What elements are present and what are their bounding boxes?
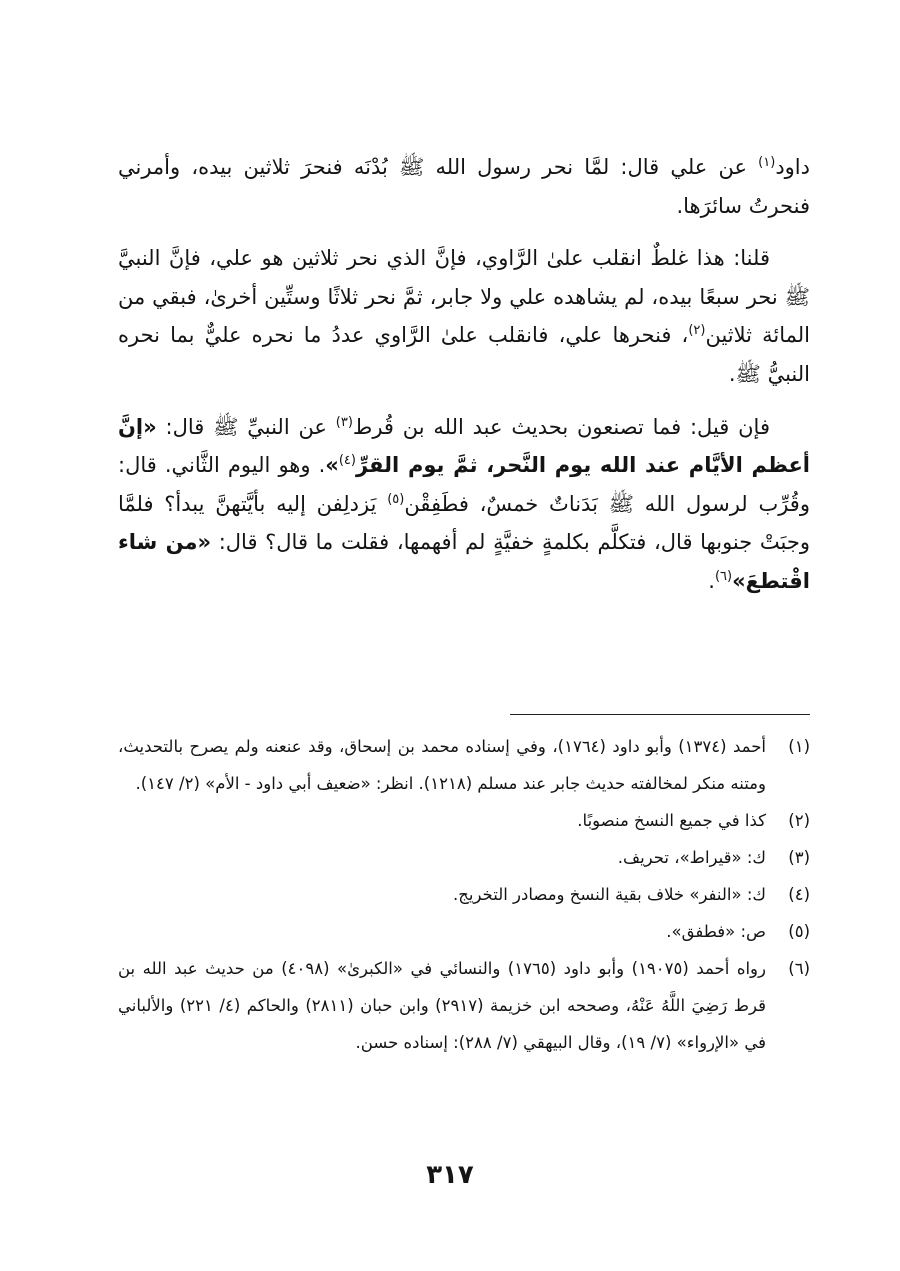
- p3-text-e: . وهو اليوم الثَّاني. قال: وقُرِّب لرسول الله ﷺ بَدَناتٌ خمسٌ، فطَفِقْن: [118, 453, 810, 516]
- footnote-number: (٦): [788, 959, 810, 978]
- footnote-separator: [510, 714, 810, 715]
- p1-text-start: داود: [775, 155, 810, 179]
- footnote-6: [118, 950, 810, 1061]
- footnote-number: (٢): [788, 811, 810, 830]
- paragraph-1: [118, 148, 810, 225]
- footnote-4: [118, 876, 810, 913]
- footnote-1: [118, 728, 810, 802]
- footnote-text: رواه أحمد (١٩٠٧٥) وأبو داود (١٧٦٥) والنسائي في «الكبرىٰ» (٤٠٩٨) من حديث عبد الله بن قرط رَضِيَ اللَّهُ عَنْهُ، وصححه ابن خزيمة (٢٩١٧) وابن حبان (٢٨١١) والحاكم (٤/ ٢٢١) والألباني في «الإرواء» (٧/ ١٩)، وقال البيهقي (٧/ ٢٨٨): إسناده حسن.: [118, 959, 767, 1052]
- footnote-text: أحمد (١٣٧٤) وأبو داود (١٧٦٤)، وفي إسناده محمد بن إسحاق، وقد عنعنه ولم يصرح بالتحديث، ومتنه منكر لمخالفته حديث جابر عند مسلم (١٢١٨). انظر: «ضعيف أبي داود - الأم» (٢/ ١٤٧).: [118, 737, 766, 793]
- footnote-text: ص: «فطفق».: [666, 922, 766, 941]
- p2-text-start: قلنا: هذا غلطٌ انقلب علىٰ الرَّاوي، فإنَّ الذي نحر ثلاثين هو علي، فإنَّ النبيَّ ﷺ نحر سبعًا بيده، لم يشاهده علي ولا جابر، ثمَّ نحر ثلاثًا وستِّين أخرىٰ، فبقي من المائة ثلاثين: [118, 246, 810, 348]
- footnote-text: ك: «النفر» خلاف بقية النسخ ومصادر التخريج.: [452, 885, 766, 904]
- footnote-number: (٥): [788, 922, 810, 941]
- p3-text-f: يَزدلِفن إليه بأيَّتهنَّ يبدأ؟ فلمَّا وجبَتْ جنوبها قال، فتكلَّم بكلمةٍ خفيَّةٍ لم أفهمها، فقلت ما قال؟ قال:: [118, 491, 810, 555]
- footnote-2: [118, 802, 810, 839]
- page-number: ٣١٧: [426, 1160, 474, 1190]
- footnote-number: (٣): [788, 848, 810, 867]
- paragraph-2: [118, 239, 810, 393]
- footnote-text: ك: «قيراط»، تحريف.: [617, 848, 766, 867]
- p3-text-a: فإن قيل: فما تصنعون بحديث عبد الله بن قُرط: [352, 414, 770, 439]
- hadith-quote-1-close: »: [325, 453, 339, 478]
- p3-text-b: عن النبيِّ ﷺ قال:: [156, 414, 336, 439]
- footnote-5: [118, 913, 810, 950]
- footnotes: [118, 728, 810, 1061]
- hadith-quote-1: «إنَّ أعظم الأيَّام عند الله يوم النَّحر، ثمَّ يوم القرِّ: [118, 414, 810, 478]
- footnote-ref-5[interactable]: (٥): [387, 491, 405, 507]
- paragraph-3: [118, 408, 810, 601]
- p3-text-end: .: [708, 568, 715, 593]
- main-text: [118, 148, 810, 601]
- footnote-3: [118, 839, 810, 876]
- footnote-ref-6[interactable]: (٦): [714, 568, 733, 584]
- footnote-ref-4[interactable]: (٤): [338, 453, 356, 469]
- footnote-ref-3[interactable]: (٣): [335, 414, 353, 430]
- footnote-ref-2[interactable]: (٢): [688, 323, 706, 339]
- footnote-number: (١): [788, 737, 810, 756]
- p2-text-end: ، فنحرها علي، فانقلب علىٰ الرَّاوي عددُ ما نحره عليٌّ بما نحره النبيُّ ﷺ.: [118, 323, 810, 386]
- footnote-ref-1[interactable]: (١): [758, 155, 776, 170]
- footnote-number: (٤): [788, 885, 810, 904]
- p1-text-end: عن علي قال: لمَّا نحر رسول الله ﷺ بُدْنَه فنحرَ ثلاثين بيده، وأمرني فنحرتُ سائرَها.: [118, 155, 810, 218]
- hadith-quote-2: «من شاء اقْتطعَ»: [118, 530, 810, 593]
- footnote-text: كذا في جميع النسخ منصوبًا.: [577, 811, 766, 830]
